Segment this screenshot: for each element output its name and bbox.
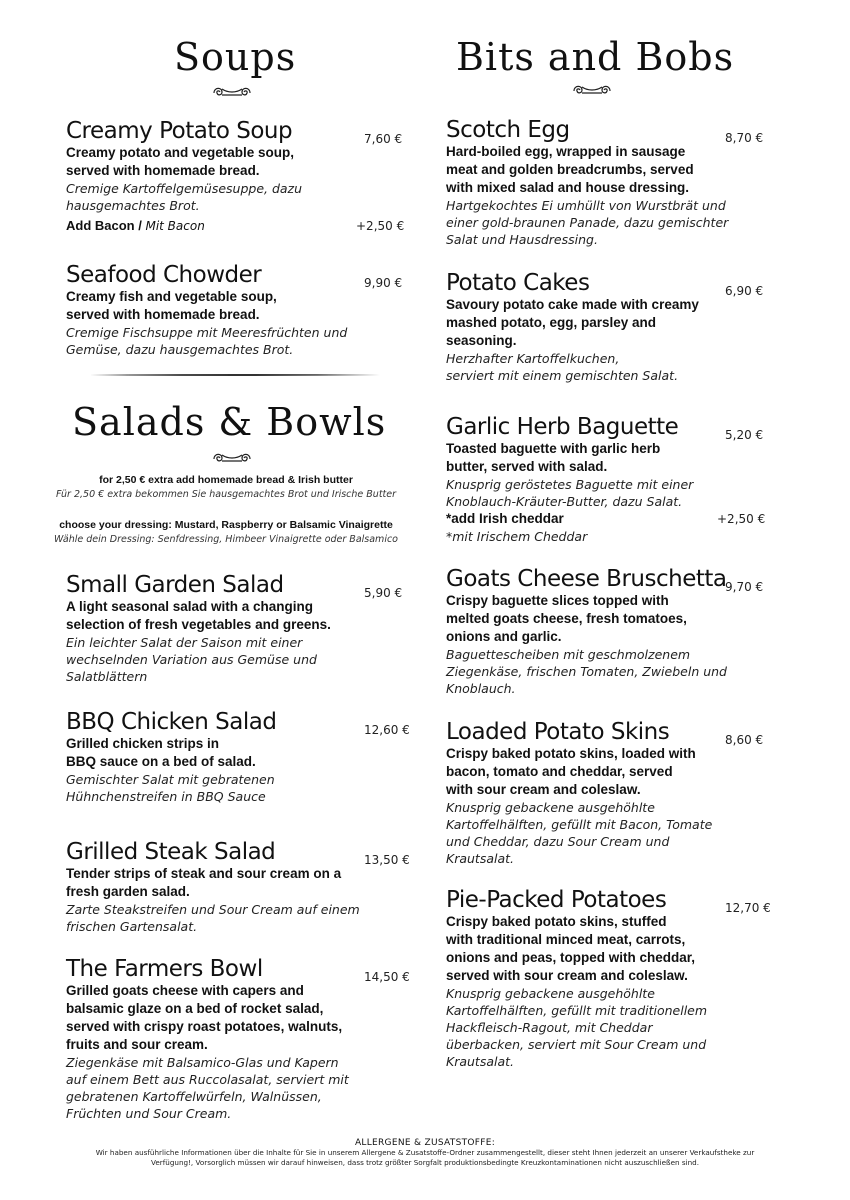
item-name: Potato Cakes <box>446 270 590 296</box>
description-de-line: einer gold-braunen Panade, dazu gemischter <box>446 215 729 230</box>
description-de-line: Salatblättern <box>66 669 148 684</box>
description-de-line: Cremige Fischsuppe mit Meeresfrüchten und <box>66 325 348 340</box>
description-en-line: fruits and sour cream. <box>66 1037 208 1052</box>
description-de <box>66 634 366 685</box>
description-en-line: Toasted baguette with garlic herb <box>446 441 661 456</box>
description-en-line: Grilled goats cheese with capers and <box>66 983 304 998</box>
description-de-line: und Cheddar, dazu Sour Cream und <box>446 834 670 849</box>
menu-item <box>446 566 766 697</box>
description-de <box>66 1054 366 1122</box>
item-price: 9,70 € <box>725 580 764 594</box>
footer-line-1: Wir haben ausführliche Informationen über die Inhalte für Sie in unserem Allergene & Zusatstoffe-Ordner zusammengestellt, dieser steht Ihnen jederzeit an unserer Verkaufstheke zur <box>95 1148 755 1157</box>
item-price: 8,60 € <box>725 733 764 747</box>
footer-title: ALLERGENE & ZUSATSTOFFE: <box>354 1138 496 1148</box>
description-en-line: Grilled chicken strips in <box>66 736 220 751</box>
item-price: 12,70 € <box>725 901 771 915</box>
description-en-line: selection of fresh vegetables and greens. <box>66 617 331 632</box>
description-en-line: Creamy potato and vegetable soup, <box>66 145 295 160</box>
description-de-line: Ziegenkäse mit Balsamico-Glas und Kapern <box>66 1055 339 1070</box>
description-en-line: Tender strips of steak and sour cream on a <box>66 866 342 881</box>
bread-note-en: for 2,50 € extra add homemade bread & Irish butter <box>99 474 353 486</box>
menu-item <box>446 719 766 867</box>
item-price: 7,60 € <box>364 132 403 146</box>
menu-item <box>446 117 766 248</box>
description-de-line: Krautsalat. <box>446 851 514 866</box>
description-de-line: Kartoffelhälften, gefüllt mit traditionellem <box>446 1003 708 1018</box>
description-de <box>446 985 766 1070</box>
item-price: 5,90 € <box>364 586 403 600</box>
addon-separator: / <box>134 218 146 233</box>
description-de-line: Zarte Steakstreifen und Sour Cream auf einem <box>66 902 360 917</box>
description-de-line: Kartoffelhälften, gefüllt mit Bacon, Tomate <box>446 817 713 832</box>
description-de-line: Salat und Hausdressing. <box>446 232 598 247</box>
description-de-line: Knusprig gebackene ausgehöhlte <box>446 986 655 1001</box>
description-de <box>446 476 766 510</box>
description-de <box>446 799 766 867</box>
description-en-line: onions and peas, topped with cheddar, <box>446 950 696 965</box>
menu-item <box>446 270 766 384</box>
salads-title: Salads & Bowls <box>72 400 387 444</box>
menu-item <box>66 839 366 935</box>
allergen-footer <box>60 1138 790 1168</box>
bread-note <box>46 474 406 500</box>
description-en-line: served with sour cream and coleslaw. <box>446 968 688 983</box>
item-name: Small Garden Salad <box>66 572 284 598</box>
menu-item <box>66 262 366 358</box>
description-en-line: seasoning. <box>446 333 517 348</box>
description-de <box>446 646 766 697</box>
menu-item <box>66 118 366 235</box>
description-de-line: hausgemachtes Brot. <box>66 198 200 213</box>
description-de-line: Herzhafter Kartoffelkuchen, <box>446 351 620 366</box>
item-name: Creamy Potato Soup <box>66 118 293 144</box>
description-de-line: gebratenen Kartoffelwürfeln, Walnüssen, <box>66 1089 322 1104</box>
description-en <box>446 440 766 476</box>
description-de-line: serviert mit einem gemischten Salat. <box>446 368 679 383</box>
item-price: 12,60 € <box>364 723 410 737</box>
dressing-note <box>46 519 406 545</box>
description-de-line: Hühnchenstreifen in BBQ Sauce <box>66 789 266 804</box>
menu-item <box>446 887 766 1070</box>
addon-row <box>66 217 366 235</box>
description-de-line: auf einem Bett aus Ruccolasalat, serviert mit <box>66 1072 349 1087</box>
description-de <box>66 771 366 805</box>
description-en-line: bacon, tomato and cheddar, served <box>446 764 673 779</box>
description-de-line: Hackfleisch-Ragout, mit Cheddar <box>446 1020 653 1035</box>
description-en-line: Hard-boiled egg, wrapped in sausage <box>446 144 686 159</box>
description-en-line: A light seasonal salad with a changing <box>66 599 314 614</box>
bread-note-de: Für 2,50 € extra bekommen Sie hausgemachtes Brot und Irische Butter <box>55 489 397 500</box>
description-en-line: with mixed salad and house dressing. <box>446 180 690 195</box>
item-name: Pie-Packed Potatoes <box>446 887 667 913</box>
description-de-line: Krautsalat. <box>446 1054 514 1069</box>
item-price: 8,70 € <box>725 131 764 145</box>
description-de-line: Knoblauch-Kräuter-Butter, dazu Salat. <box>446 494 683 509</box>
description-en <box>66 598 366 634</box>
menu-item <box>66 572 366 685</box>
addon-de: *mit Irischem Cheddar <box>446 529 588 544</box>
description-de-line: Gemüse, dazu hausgemachtes Brot. <box>66 342 294 357</box>
addon-en: Add Bacon <box>66 218 135 233</box>
salads-ornament <box>210 450 254 466</box>
description-en-line: Creamy fish and vegetable soup, <box>66 289 277 304</box>
dressing-note-de: Wähle dein Dressing: Senfdressing, Himbeer Vinaigrette oder Balsamico <box>54 534 398 545</box>
addon-price: +2,50 € <box>356 219 405 233</box>
description-en-line: with traditional minced meat, carrots, <box>446 932 686 947</box>
description-en <box>66 288 366 324</box>
description-de-line: Gemischter Salat mit gebratenen <box>66 772 275 787</box>
item-price: 5,20 € <box>725 428 764 442</box>
description-en <box>446 913 766 985</box>
dressing-note-en: choose your dressing: Mustard, Raspberry or Balsamic Vinaigrette <box>59 519 393 531</box>
item-name: Garlic Herb Baguette <box>446 414 679 440</box>
description-de-line: Ziegenkäse, frischen Tomaten, Zwiebeln und <box>446 664 727 679</box>
item-name: Seafood Chowder <box>66 262 262 288</box>
description-en-line: served with homemade bread. <box>66 307 260 322</box>
description-en <box>66 735 366 771</box>
description-de-line: Knusprig geröstetes Baguette mit einer <box>446 477 694 492</box>
bits-ornament <box>570 82 614 98</box>
description-de <box>446 350 766 384</box>
description-en-line: Crispy baked potato skins, stuffed <box>446 914 667 929</box>
item-name: Grilled Steak Salad <box>66 839 276 865</box>
item-name: BBQ Chicken Salad <box>66 709 277 735</box>
description-de-line: Knusprig gebackene ausgehöhlte <box>446 800 655 815</box>
description-de-line: Cremige Kartoffelgemüsesuppe, dazu <box>66 181 303 196</box>
description-en <box>446 296 766 350</box>
item-price: 6,90 € <box>725 284 764 298</box>
footer-line-2: Verfügung!, Vorsorglich müssen wir darauf hinweisen, dass trotz größter Sorgfalt produktionsbedingte Kreuzkontaminationen nicht auszuschließen sind. <box>151 1158 699 1167</box>
description-en <box>446 143 766 197</box>
description-de <box>446 197 766 248</box>
description-en <box>66 865 366 901</box>
description-en <box>446 745 766 799</box>
addon-de: Mit Bacon <box>145 219 205 233</box>
description-de-line: Früchten und Sour Cream. <box>66 1106 232 1121</box>
description-en-line: Crispy baguette slices topped with <box>446 593 669 608</box>
item-price: 14,50 € <box>364 970 410 984</box>
description-en-line: BBQ sauce on a bed of salad. <box>66 754 256 769</box>
description-en <box>66 144 366 180</box>
description-de <box>66 324 366 358</box>
description-de-line: überbacken, serviert mit Sour Cream und <box>446 1037 707 1052</box>
description-en-line: served with homemade bread. <box>66 163 260 178</box>
menu-item <box>66 709 366 805</box>
description-en-line: served with crispy roast potatoes, walnuts, <box>66 1019 343 1034</box>
description-en-line: butter, served with salad. <box>446 459 608 474</box>
description-en-line: Savoury potato cake made with creamy <box>446 297 699 312</box>
addon-price: +2,50 € <box>717 512 766 526</box>
description-de-line: Knoblauch. <box>446 681 516 696</box>
soups-ornament <box>210 84 254 100</box>
description-en-line: meat and golden breadcrumbs, served <box>446 162 694 177</box>
description-en-line: balsamic glaze on a bed of rocket salad, <box>66 1001 324 1016</box>
description-en <box>66 982 366 1054</box>
description-en <box>446 592 766 646</box>
item-price: 9,90 € <box>364 276 403 290</box>
description-en-line: mashed potato, egg, parsley and <box>446 315 657 330</box>
description-de <box>66 901 366 935</box>
description-de-line: frischen Gartensalat. <box>66 919 198 934</box>
item-name: Loaded Potato Skins <box>446 719 670 745</box>
description-en-line: with sour cream and coleslaw. <box>446 782 641 797</box>
description-de <box>66 180 366 214</box>
description-en-line: onions and garlic. <box>446 629 562 644</box>
description-de-line: Baguettescheiben mit geschmolzenem <box>446 647 691 662</box>
item-name: Goats Cheese Bruschetta <box>446 566 727 592</box>
section-divider <box>90 373 380 377</box>
description-en-line: Crispy baked potato skins, loaded with <box>446 746 696 761</box>
description-de-line: Ein leichter Salat der Saison mit einer <box>66 635 303 650</box>
soups-title: Soups <box>174 35 297 79</box>
bits-title: Bits and Bobs <box>456 35 735 79</box>
menu-item <box>66 956 366 1122</box>
item-price: 13,50 € <box>364 853 410 867</box>
description-de-line: wechselnden Variation aus Gemüse und <box>66 652 317 667</box>
item-name: The Farmers Bowl <box>66 956 263 982</box>
item-name: Scotch Egg <box>446 117 570 143</box>
description-en-line: melted goats cheese, fresh tomatoes, <box>446 611 687 626</box>
addon-en: *add Irish cheddar <box>446 511 564 526</box>
description-en-line: fresh garden salad. <box>66 884 190 899</box>
description-de-line: Hartgekochtes Ei umhüllt von Wurstbrät und <box>446 198 726 213</box>
